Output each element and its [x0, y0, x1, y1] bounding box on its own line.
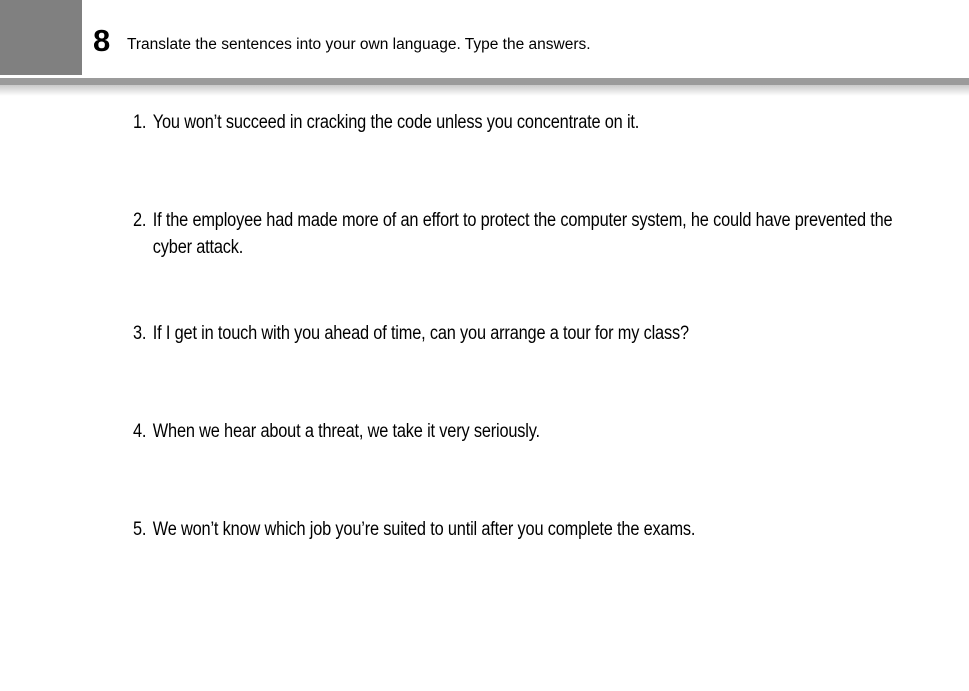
sentence-number: 2. — [133, 210, 147, 231]
sentence-item-2 — [133, 207, 931, 261]
sentence-item-4 — [133, 418, 931, 445]
sentence-text: We won’t know which job you’re suited to until after you complete the exams. — [152, 519, 696, 540]
exercise-instruction: Translate the sentences into your own language. Type the answers. — [127, 36, 591, 53]
sentence-item-3 — [133, 320, 931, 347]
sentence-number: 5. — [133, 519, 147, 540]
sentence-item-1 — [133, 109, 931, 136]
sentence-number: 4. — [133, 421, 147, 442]
exercise-number: 8 — [93, 23, 110, 58]
header-divider — [0, 78, 969, 85]
sentence-text: If I get in touch with you ahead of time, can you arrange a tour for my class? — [152, 323, 689, 344]
sentence-text: When we hear about a threat, we take it very seriously. — [152, 421, 540, 442]
sentence-text: If the employee had made more of an effort to protect the computer system, he could have prevented the cyber attack. — [152, 210, 893, 258]
sentence-text: You won’t succeed in cracking the code unless you concentrate on it. — [152, 112, 640, 133]
corner-block — [0, 0, 82, 75]
sentence-item-5 — [133, 516, 931, 543]
sentence-number: 3. — [133, 323, 147, 344]
sentence-number: 1. — [133, 112, 147, 133]
